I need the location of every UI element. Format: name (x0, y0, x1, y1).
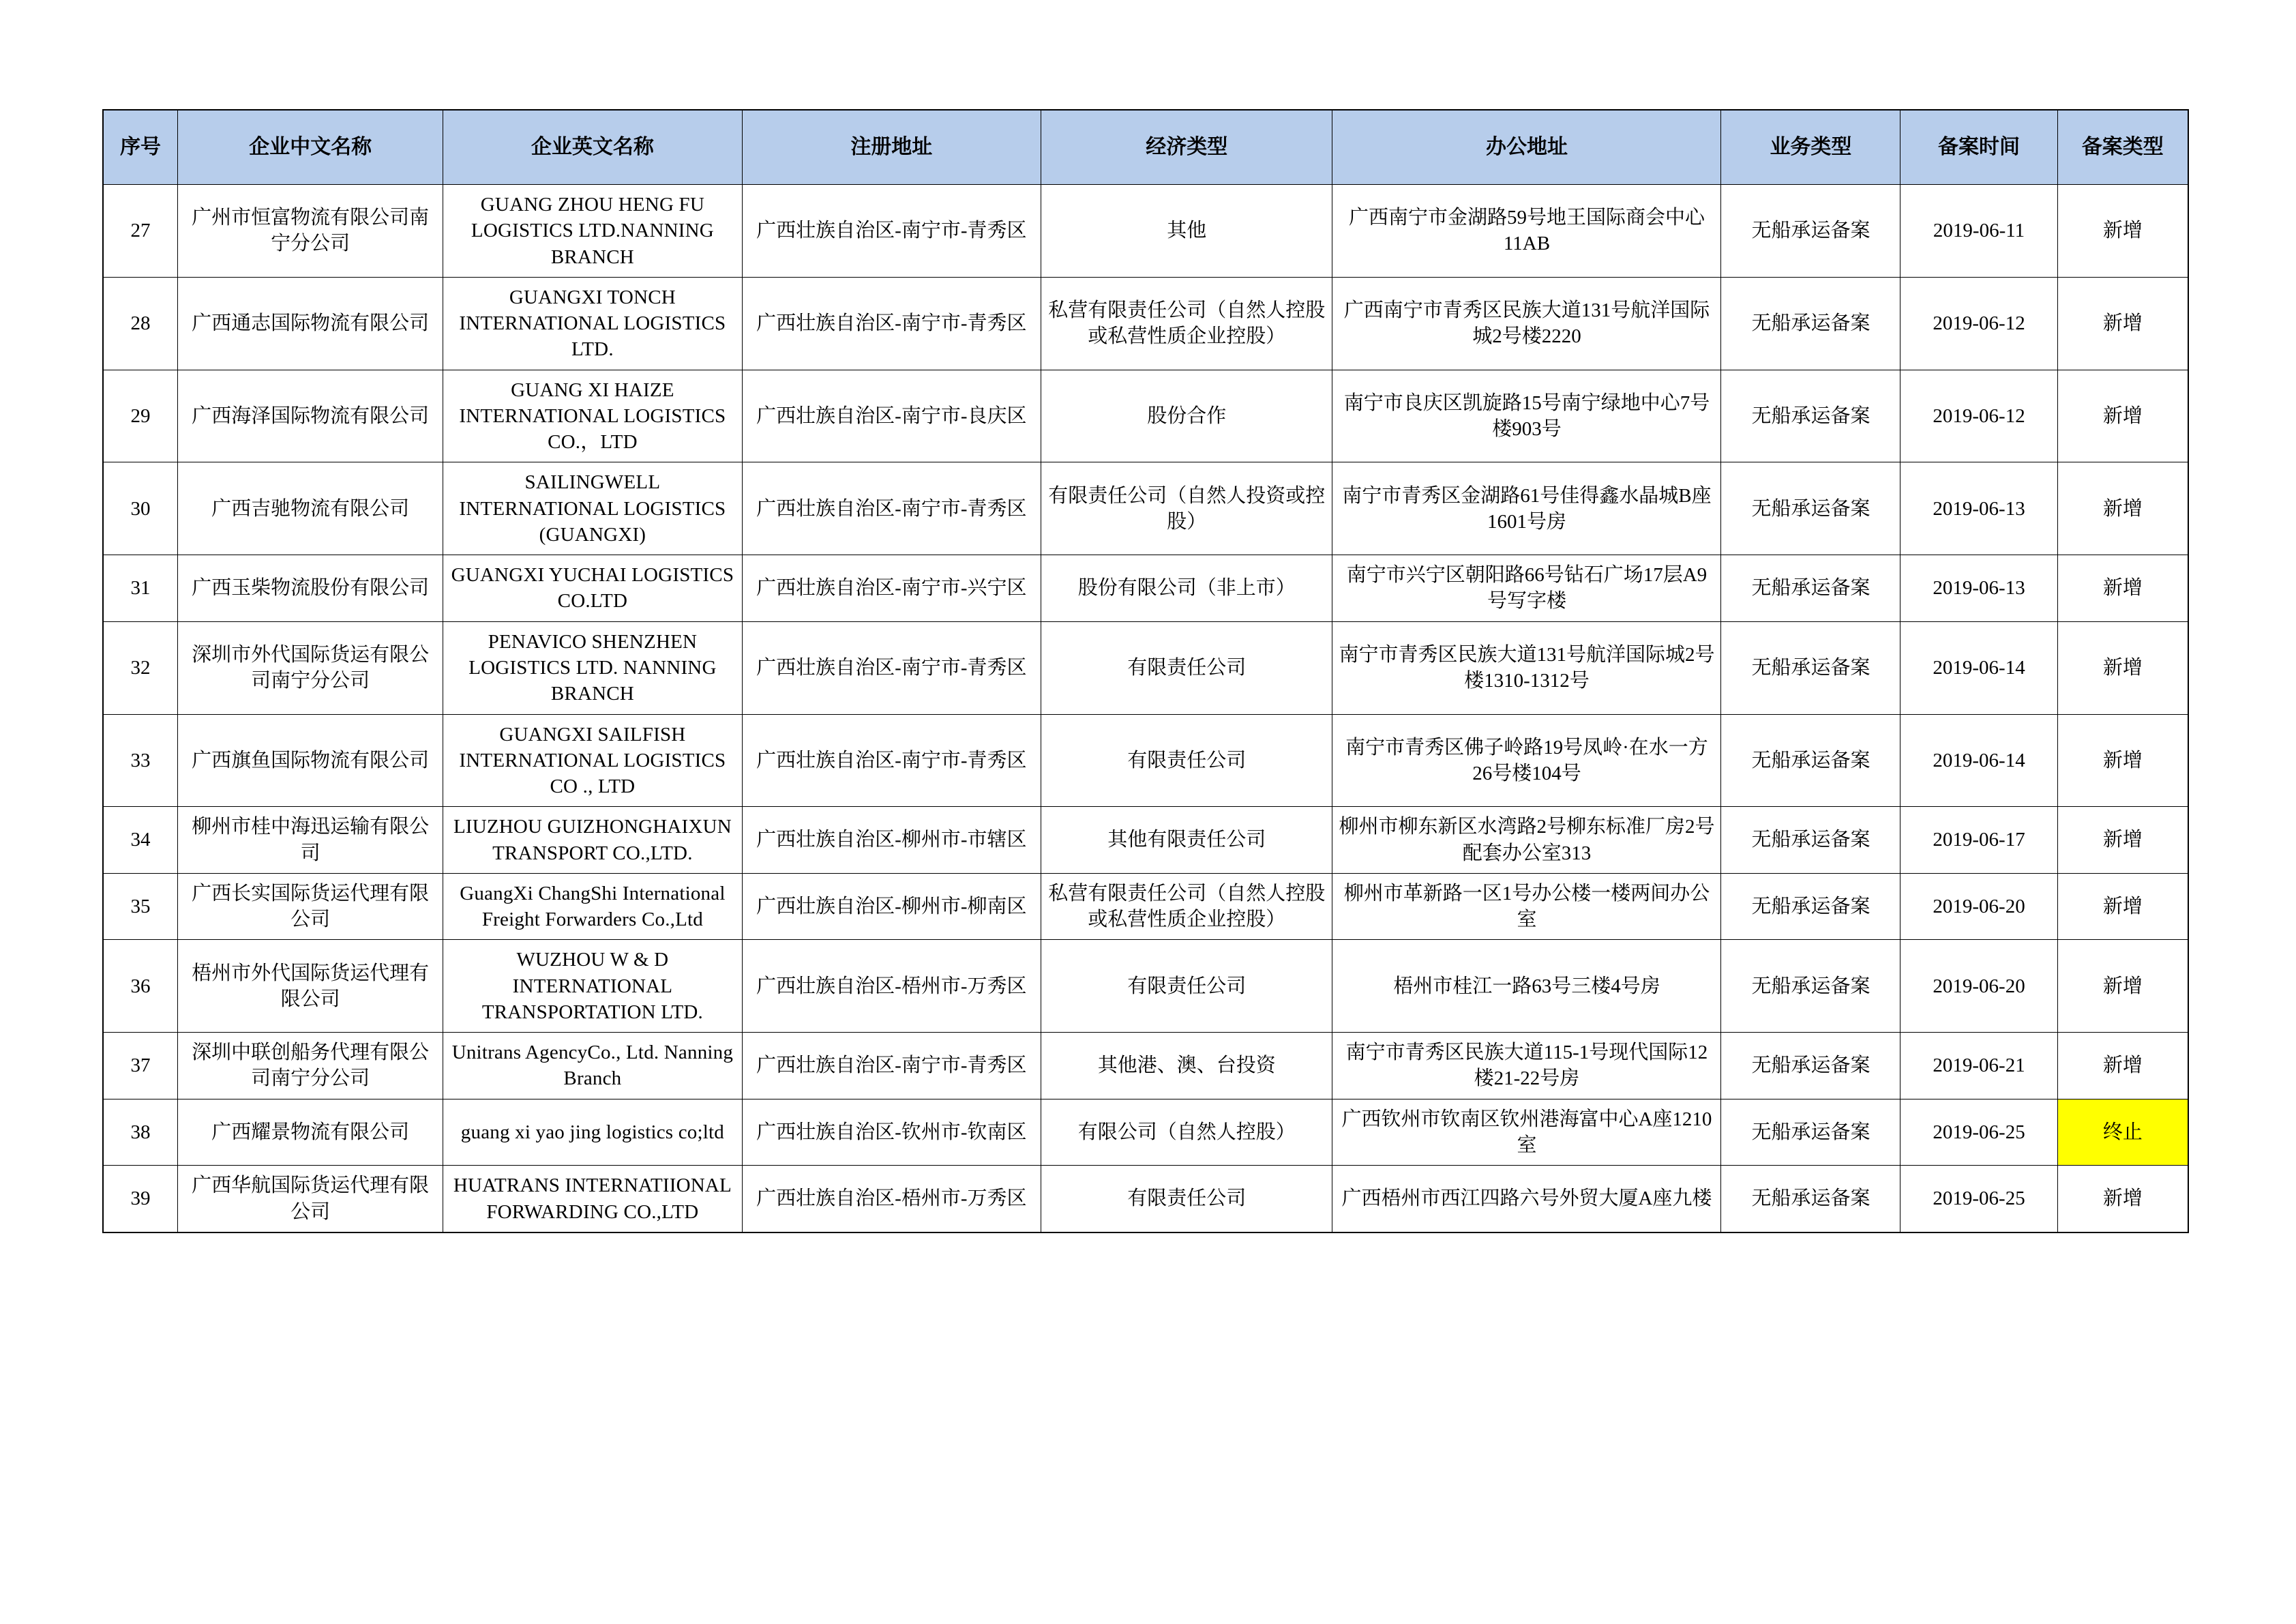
cell-english-name: HUATRANS INTERNATIIONAL FORWARDING CO.,LTD (443, 1166, 742, 1232)
cell-chinese-name: 广西玉柴物流股份有限公司 (178, 555, 443, 622)
table-row (103, 185, 2188, 278)
cell-index: 33 (103, 714, 178, 807)
cell-index: 36 (103, 940, 178, 1033)
cell-english-name: SAILINGWELL INTERNATIONAL LOGISTICS (GUANGXI) (443, 462, 742, 555)
cell-index: 31 (103, 555, 178, 622)
cell-filing-type: 新增 (2057, 1166, 2188, 1232)
cell-registered-address: 广西壮族自治区-柳州市-市辖区 (742, 807, 1041, 874)
cell-business-type: 无船承运备案 (1721, 621, 1900, 714)
cell-economic-type: 其他 (1041, 185, 1332, 278)
table-row (103, 555, 2188, 622)
cell-filing-date: 2019-06-17 (1900, 807, 2057, 874)
cell-chinese-name: 广西耀景物流有限公司 (178, 1099, 443, 1166)
cell-filing-date: 2019-06-13 (1900, 555, 2057, 622)
cell-economic-type: 有限责任公司（自然人投资或控股） (1041, 462, 1332, 555)
cell-registered-address: 广西壮族自治区-梧州市-万秀区 (742, 940, 1041, 1033)
cell-english-name: LIUZHOU GUIZHONGHAIXUN TRANSPORT CO.,LTD. (443, 807, 742, 874)
cell-registered-address: 广西壮族自治区-柳州市-柳南区 (742, 873, 1041, 940)
cell-office-address: 广西南宁市青秀区民族大道131号航洋国际城2号楼2220 (1332, 277, 1721, 370)
column-header-business-type: 业务类型 (1721, 110, 1900, 185)
table-row (103, 940, 2188, 1033)
cell-registered-address: 广西壮族自治区-南宁市-青秀区 (742, 714, 1041, 807)
cell-registered-address: 广西壮族自治区-南宁市-青秀区 (742, 277, 1041, 370)
cell-economic-type: 有限责任公司 (1041, 714, 1332, 807)
cell-chinese-name: 广西通志国际物流有限公司 (178, 277, 443, 370)
cell-business-type: 无船承运备案 (1721, 1033, 1900, 1099)
cell-registered-address: 广西壮族自治区-南宁市-良庆区 (742, 370, 1041, 462)
cell-office-address: 南宁市青秀区佛子岭路19号凤岭·在水一方26号楼104号 (1332, 714, 1721, 807)
cell-chinese-name: 广西海泽国际物流有限公司 (178, 370, 443, 462)
cell-office-address: 南宁市青秀区民族大道115-1号现代国际12楼21-22号房 (1332, 1033, 1721, 1099)
column-header-filing-type: 备案类型 (2057, 110, 2188, 185)
cell-filing-type: 新增 (2057, 714, 2188, 807)
cell-registered-address: 广西壮族自治区-南宁市-青秀区 (742, 1033, 1041, 1099)
table-row (103, 277, 2188, 370)
cell-registered-address: 广西壮族自治区-南宁市-青秀区 (742, 462, 1041, 555)
cell-english-name: GUANGXI TONCH INTERNATIONAL LOGISTICS LTD. (443, 277, 742, 370)
cell-filing-type: 新增 (2057, 807, 2188, 874)
column-header-economic-type: 经济类型 (1041, 110, 1332, 185)
cell-english-name: GUANGXI SAILFISH INTERNATIONAL LOGISTICS CO ., LTD (443, 714, 742, 807)
column-header-chinese-name: 企业中文名称 (178, 110, 443, 185)
table-row (103, 714, 2188, 807)
cell-office-address: 南宁市良庆区凯旋路15号南宁绿地中心7号楼903号 (1332, 370, 1721, 462)
cell-index: 34 (103, 807, 178, 874)
cell-registered-address: 广西壮族自治区-南宁市-青秀区 (742, 621, 1041, 714)
cell-business-type: 无船承运备案 (1721, 714, 1900, 807)
cell-filing-date: 2019-06-13 (1900, 462, 2057, 555)
cell-business-type: 无船承运备案 (1721, 1166, 1900, 1232)
cell-business-type: 无船承运备案 (1721, 1099, 1900, 1166)
cell-index: 28 (103, 277, 178, 370)
cell-english-name: WUZHOU W & D INTERNATIONAL TRANSPORTATION LTD. (443, 940, 742, 1033)
column-header-english-name: 企业英文名称 (443, 110, 742, 185)
column-header-index: 序号 (103, 110, 178, 185)
cell-filing-type: 新增 (2057, 555, 2188, 622)
cell-economic-type: 股份有限公司（非上市） (1041, 555, 1332, 622)
cell-office-address: 柳州市革新路一区1号办公楼一楼两间办公室 (1332, 873, 1721, 940)
cell-chinese-name: 梧州市外代国际货运代理有限公司 (178, 940, 443, 1033)
cell-business-type: 无船承运备案 (1721, 185, 1900, 278)
cell-filing-date: 2019-06-25 (1900, 1166, 2057, 1232)
cell-english-name: GUANGXI YUCHAI LOGISTICS CO.LTD (443, 555, 742, 622)
cell-economic-type: 股份合作 (1041, 370, 1332, 462)
cell-filing-date: 2019-06-12 (1900, 370, 2057, 462)
cell-filing-date: 2019-06-25 (1900, 1099, 2057, 1166)
cell-business-type: 无船承运备案 (1721, 555, 1900, 622)
cell-registered-address: 广西壮族自治区-梧州市-万秀区 (742, 1166, 1041, 1232)
cell-filing-type: 新增 (2057, 370, 2188, 462)
cell-chinese-name: 柳州市桂中海迅运输有限公司 (178, 807, 443, 874)
cell-filing-date: 2019-06-20 (1900, 873, 2057, 940)
cell-economic-type: 有限责任公司 (1041, 940, 1332, 1033)
table-row (103, 1166, 2188, 1232)
table-row (103, 1099, 2188, 1166)
cell-office-address: 梧州市桂江一路63号三楼4号房 (1332, 940, 1721, 1033)
cell-english-name: PENAVICO SHENZHEN LOGISTICS LTD. NANNING BRANCH (443, 621, 742, 714)
column-header-registered-address: 注册地址 (742, 110, 1041, 185)
cell-index: 32 (103, 621, 178, 714)
cell-filing-type: 新增 (2057, 1033, 2188, 1099)
cell-chinese-name: 广西旗鱼国际物流有限公司 (178, 714, 443, 807)
cell-office-address: 南宁市青秀区金湖路61号佳得鑫水晶城B座1601号房 (1332, 462, 1721, 555)
cell-filing-date: 2019-06-20 (1900, 940, 2057, 1033)
cell-business-type: 无船承运备案 (1721, 873, 1900, 940)
cell-business-type: 无船承运备案 (1721, 807, 1900, 874)
cell-english-name: guang xi yao jing logistics co;ltd (443, 1099, 742, 1166)
table-row (103, 462, 2188, 555)
table-row (103, 621, 2188, 714)
cell-filing-date: 2019-06-14 (1900, 714, 2057, 807)
registration-table (102, 109, 2189, 1233)
cell-economic-type: 有限责任公司 (1041, 1166, 1332, 1232)
cell-registered-address: 广西壮族自治区-南宁市-青秀区 (742, 185, 1041, 278)
table-row (103, 807, 2188, 874)
cell-filing-type: 新增 (2057, 277, 2188, 370)
cell-chinese-name: 广西华航国际货运代理有限公司 (178, 1166, 443, 1232)
cell-economic-type: 有限公司（自然人控股） (1041, 1099, 1332, 1166)
table-row (103, 1033, 2188, 1099)
cell-filing-type: 新增 (2057, 462, 2188, 555)
table-row (103, 873, 2188, 940)
cell-office-address: 南宁市兴宁区朝阳路66号钻石广场17层A9号写字楼 (1332, 555, 1721, 622)
cell-registered-address: 广西壮族自治区-钦州市-钦南区 (742, 1099, 1041, 1166)
cell-office-address: 广西南宁市金湖路59号地王国际商会中心11AB (1332, 185, 1721, 278)
cell-index: 27 (103, 185, 178, 278)
cell-filing-date: 2019-06-11 (1900, 185, 2057, 278)
cell-business-type: 无船承运备案 (1721, 940, 1900, 1033)
cell-office-address: 柳州市柳东新区水湾路2号柳东标准厂房2号配套办公室313 (1332, 807, 1721, 874)
cell-office-address: 广西梧州市西江四路六号外贸大厦A座九楼 (1332, 1166, 1721, 1232)
cell-filing-date: 2019-06-14 (1900, 621, 2057, 714)
cell-english-name: GuangXi ChangShi International Freight Forwarders Co.,Ltd (443, 873, 742, 940)
cell-chinese-name: 广州市恒富物流有限公司南宁分公司 (178, 185, 443, 278)
cell-filing-type: 新增 (2057, 873, 2188, 940)
cell-index: 29 (103, 370, 178, 462)
cell-registered-address: 广西壮族自治区-南宁市-兴宁区 (742, 555, 1041, 622)
cell-english-name: GUANG XI HAIZE INTERNATIONAL LOGISTICS CO.，LTD (443, 370, 742, 462)
cell-filing-type: 新增 (2057, 621, 2188, 714)
cell-english-name: Unitrans AgencyCo., Ltd. Nanning Branch (443, 1033, 742, 1099)
cell-chinese-name: 深圳中联创船务代理有限公司南宁分公司 (178, 1033, 443, 1099)
cell-filing-type: 新增 (2057, 185, 2188, 278)
cell-economic-type: 私营有限责任公司（自然人控股或私营性质企业控股） (1041, 277, 1332, 370)
cell-filing-date: 2019-06-12 (1900, 277, 2057, 370)
cell-filing-type: 终止 (2057, 1099, 2188, 1166)
table-row (103, 370, 2188, 462)
cell-economic-type: 其他港、澳、台投资 (1041, 1033, 1332, 1099)
column-header-filing-date: 备案时间 (1900, 110, 2057, 185)
table-header-row (103, 110, 2188, 185)
cell-index: 37 (103, 1033, 178, 1099)
cell-index: 30 (103, 462, 178, 555)
cell-economic-type: 私营有限责任公司（自然人控股或私营性质企业控股） (1041, 873, 1332, 940)
cell-chinese-name: 广西长实国际货运代理有限公司 (178, 873, 443, 940)
cell-business-type: 无船承运备案 (1721, 370, 1900, 462)
cell-business-type: 无船承运备案 (1721, 277, 1900, 370)
cell-index: 35 (103, 873, 178, 940)
cell-chinese-name: 广西吉驰物流有限公司 (178, 462, 443, 555)
column-header-office-address: 办公地址 (1332, 110, 1721, 185)
cell-economic-type: 有限责任公司 (1041, 621, 1332, 714)
cell-filing-date: 2019-06-21 (1900, 1033, 2057, 1099)
cell-index: 38 (103, 1099, 178, 1166)
cell-index: 39 (103, 1166, 178, 1232)
cell-office-address: 广西钦州市钦南区钦州港海富中心A座1210室 (1332, 1099, 1721, 1166)
cell-chinese-name: 深圳市外代国际货运有限公司南宁分公司 (178, 621, 443, 714)
cell-economic-type: 其他有限责任公司 (1041, 807, 1332, 874)
cell-english-name: GUANG ZHOU HENG FU LOGISTICS LTD.NANNING BRANCH (443, 185, 742, 278)
cell-filing-type: 新增 (2057, 940, 2188, 1033)
cell-office-address: 南宁市青秀区民族大道131号航洋国际城2号楼1310-1312号 (1332, 621, 1721, 714)
cell-business-type: 无船承运备案 (1721, 462, 1900, 555)
